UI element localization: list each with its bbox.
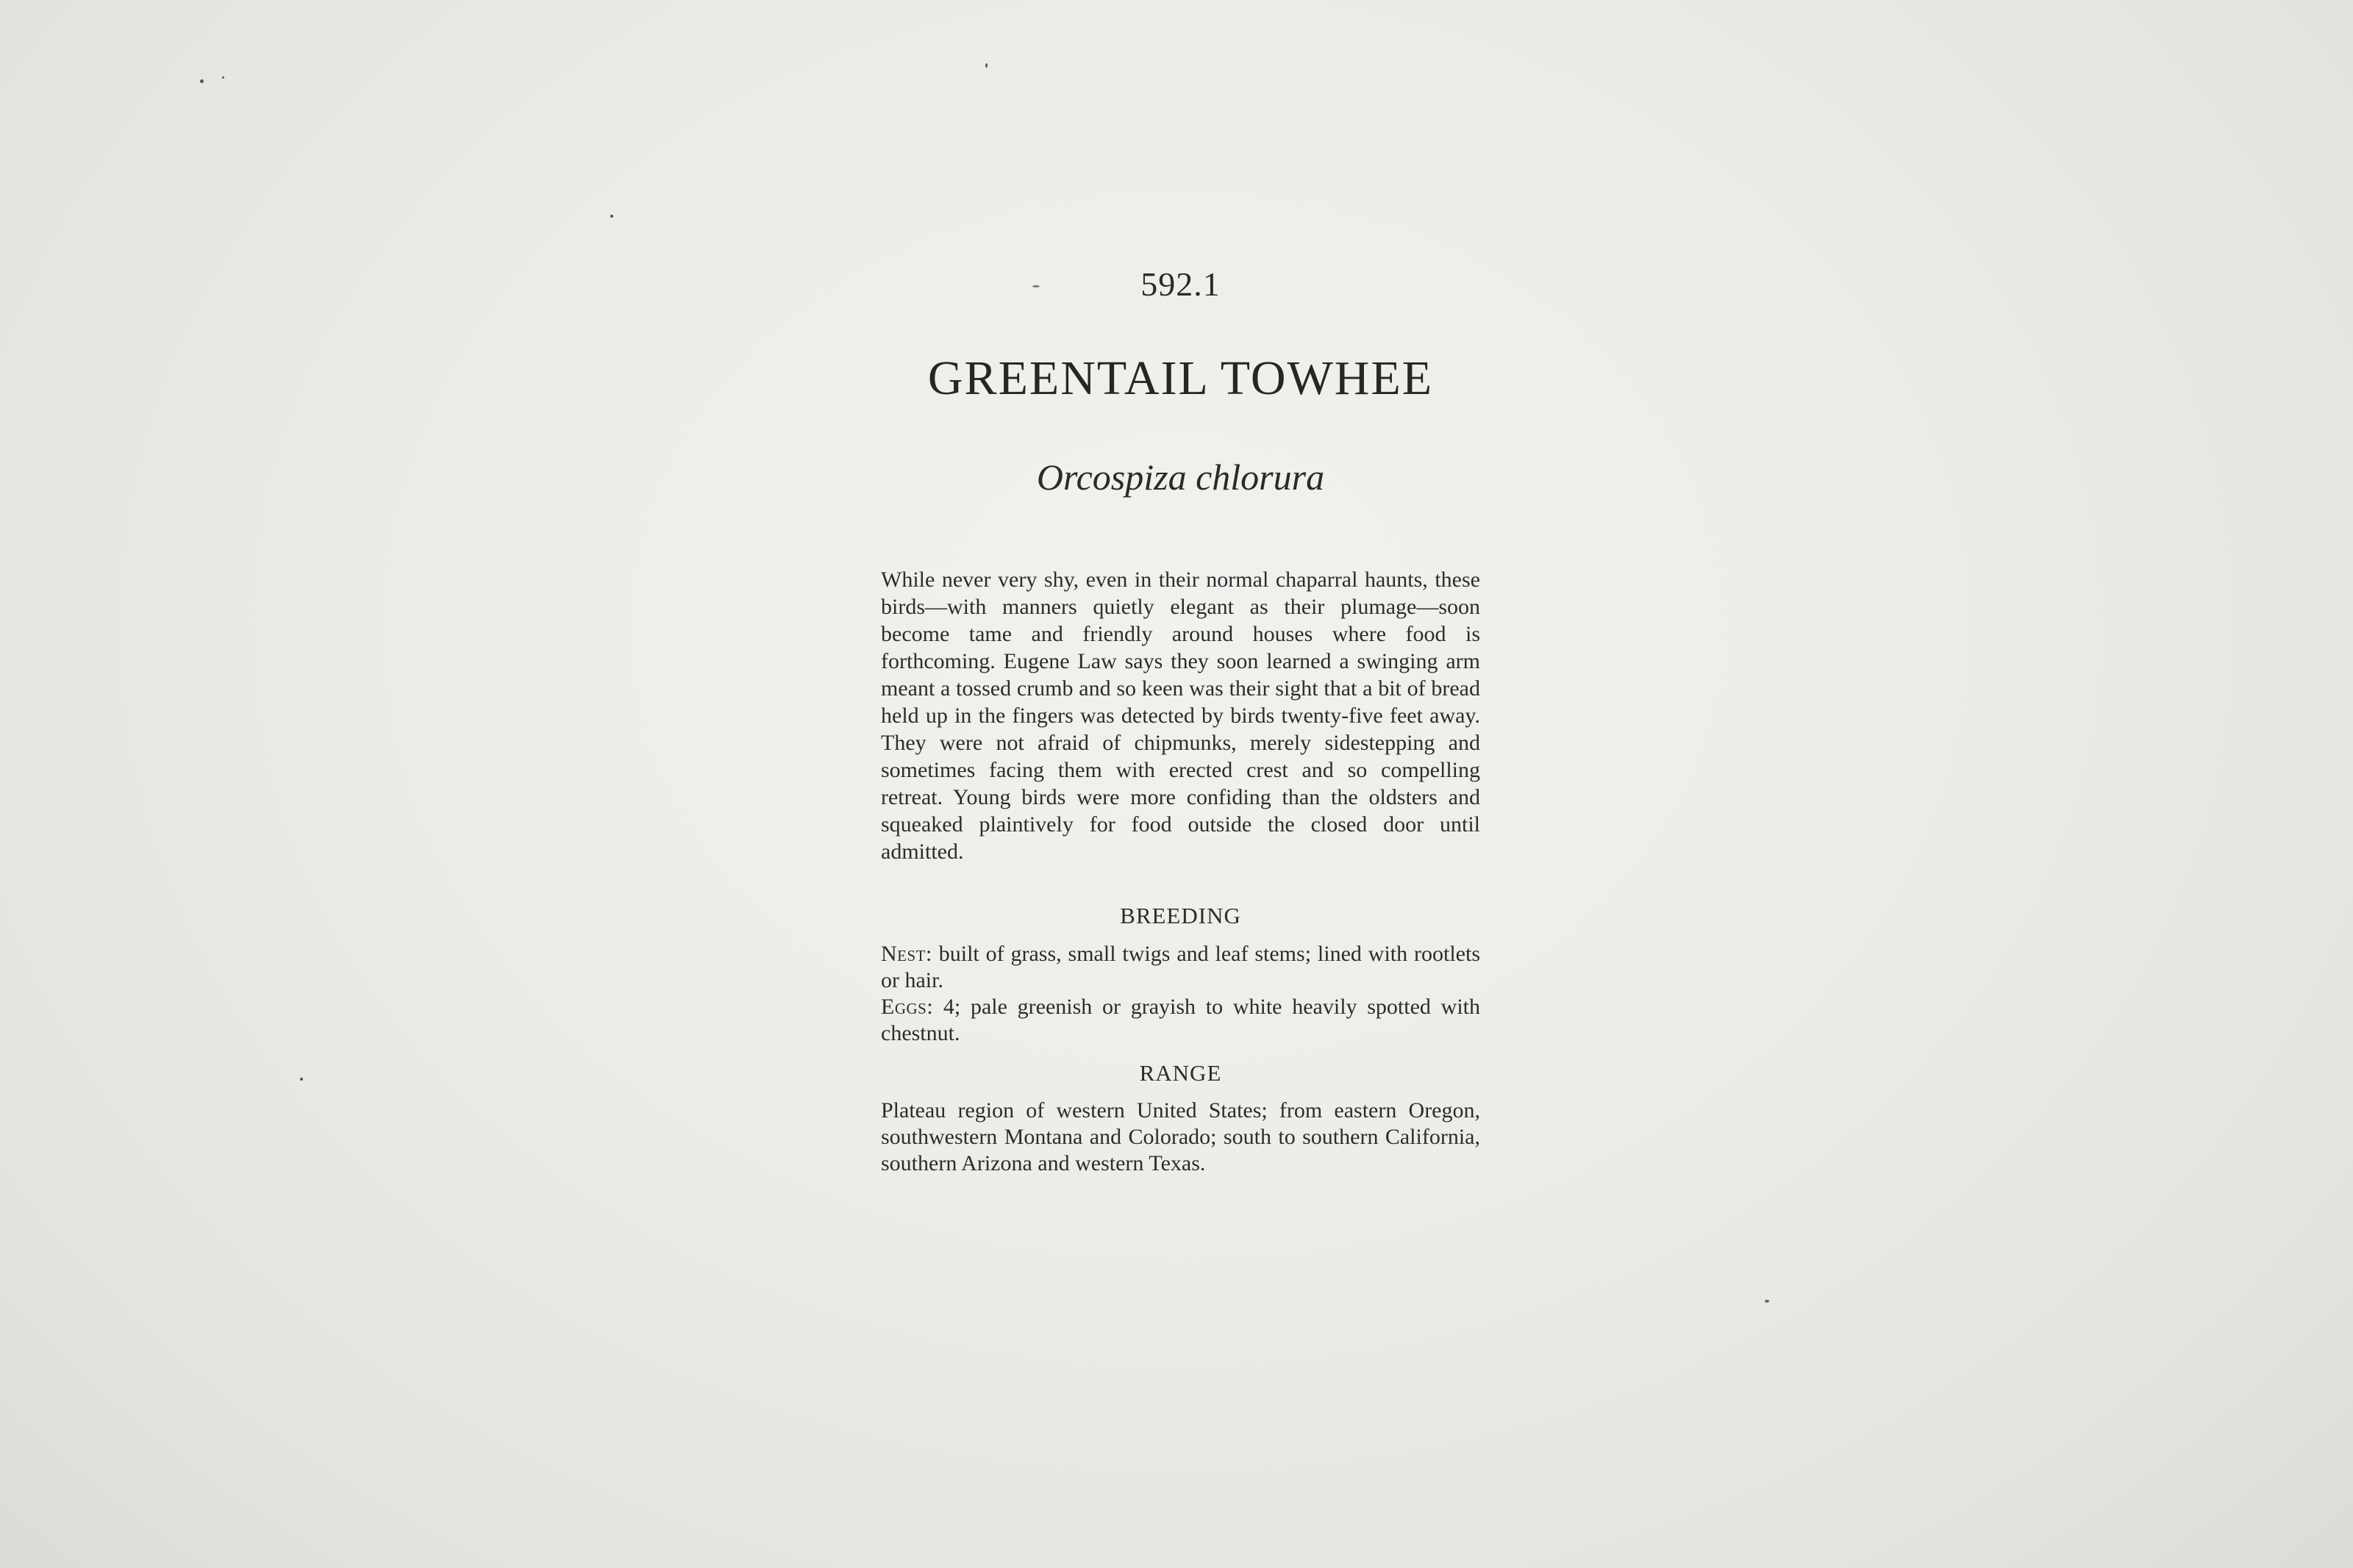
scientific-name: Orcospiza chlorura	[1036, 457, 1325, 498]
paper-speck	[222, 76, 224, 79]
breeding-heading: BREEDING	[1120, 903, 1241, 928]
nest-label: Nest:	[881, 942, 932, 966]
nest-text: built of grass, small twigs and leaf stems; lined with rootlets or hair.	[881, 942, 1480, 992]
paper-speck	[1765, 1300, 1769, 1303]
species-description: While never very shy, even in their normal chaparral haunts, these birds—with manners quietly elegant as their plumage—soon become tame and friendly around houses where food is forthcoming. Eugene Law says they soon learned a swinging arm meant a tossed crumb and so keen was their sight that a bit of bread held up in the fingers was detected by birds twenty-five feet away. They were not afraid of chipmunks, merely sidestepping and sometimes facing them with erected crest and so compelling retreat. Young birds were more confiding than the oldsters and squeaked plaintively for food outside the closed door until admitted.	[881, 568, 1480, 864]
range-text: Plateau region of western United States; from eastern Oregon, southwestern Montana and Colorado; south to southern California, southern Arizona and western Texas.	[881, 1098, 1480, 1175]
eggs-entry	[881, 994, 1480, 1047]
eggs-label: Eggs:	[881, 995, 934, 1019]
paper-speck	[200, 79, 204, 83]
paper-speck	[985, 63, 988, 68]
eggs-text: 4; pale greenish or grayish to white heavily spotted with chestnut.	[881, 995, 1480, 1045]
nest-entry	[881, 941, 1480, 994]
species-number: 592.1	[1140, 265, 1221, 303]
range-heading: RANGE	[1139, 1060, 1222, 1086]
paper-speck	[300, 1078, 303, 1081]
paper-speck	[610, 215, 613, 218]
common-name-title: GREENTAIL TOWHEE	[927, 351, 1434, 405]
